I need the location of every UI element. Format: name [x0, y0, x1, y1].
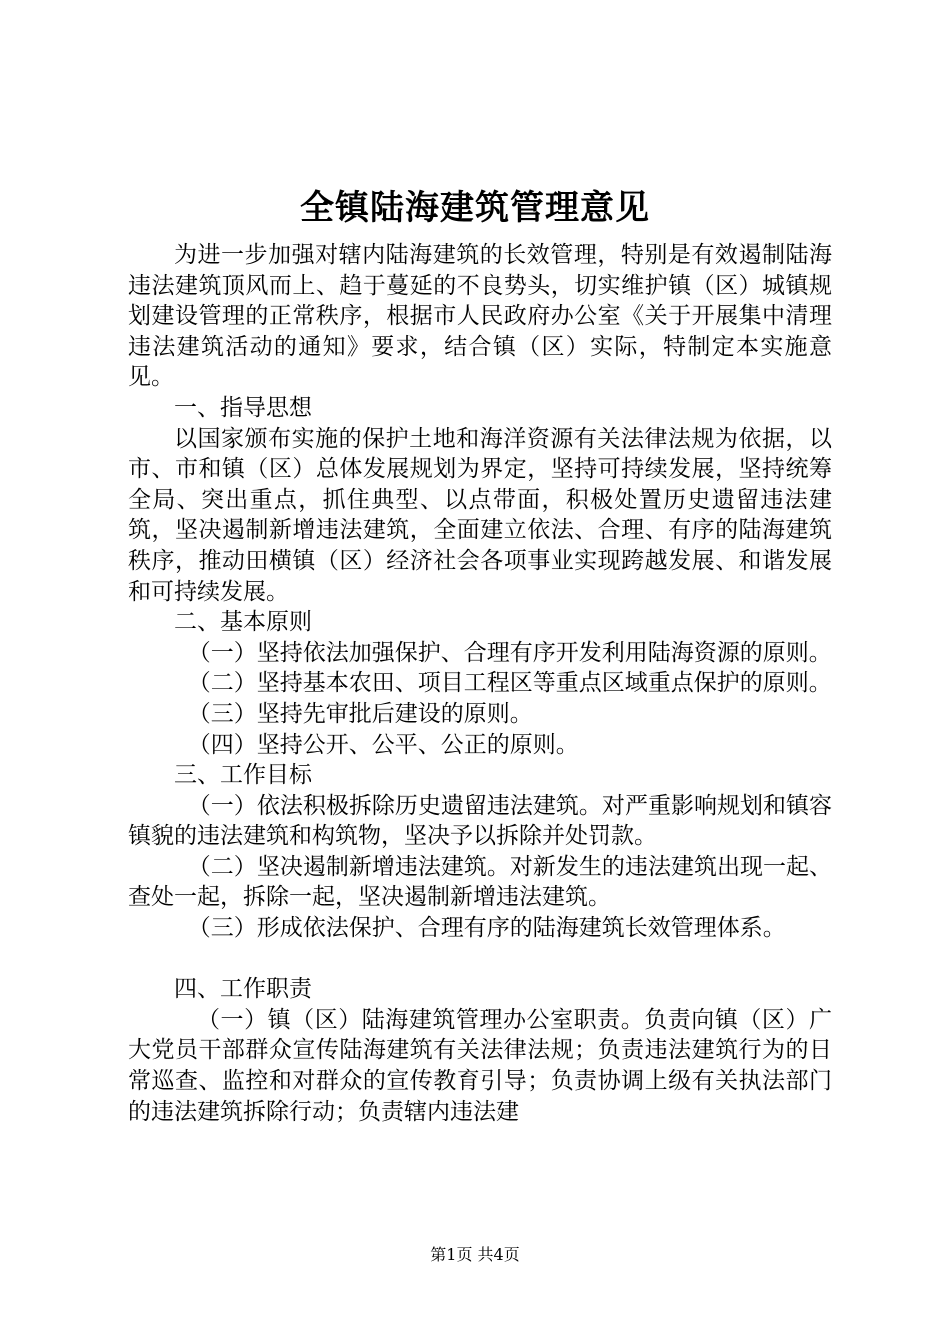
principle-item: （三）坚持先审批后建设的原则。 [187, 700, 533, 727]
document-body [128, 240, 832, 1127]
goal-item: （一）依法积极拆除历史遗留违法建筑。对严重影响规划和镇容镇貌的违法建筑和构筑物，坚决予以拆除并处罚款。 [128, 792, 832, 850]
goal-item: （三）形成依法保护、合理有序的陆海建筑长效管理体系。 [187, 915, 786, 942]
duty-item: （一）镇（区）陆海建筑管理办公室职责。负责向镇（区）广大党员干部群众宣传陆海建筑有关法律法规；负责违法建筑行为的日常巡查、监控和对群众的宣传教育引导；负责协调上级有关执法部门的违法建筑拆除行动；负责辖内违法建 [128, 1006, 832, 1125]
section-heading-work-goals: 三、工作目标 [174, 762, 312, 789]
principle-item: （一）坚持依法加强保护、合理有序开发利用陆海资源的原则。 [187, 639, 832, 666]
principle-item: （四）坚持公开、公平、公正的原则。 [187, 731, 579, 758]
guiding-thought-paragraph: 以国家颁布实施的保护土地和海洋资源有关法律法规为依据，以市、市和镇（区）总体发展规划为界定，坚持可持续发展，坚持统筹全局、突出重点，抓住典型、以点带面，积极处置历史遗留违法建筑，坚决遏制新增违法建筑，全面建立依法、合理、有序的陆海建筑秩序，推动田横镇（区）经济社会各项事业实现跨越发展、和谐发展和可持续发展。 [128, 425, 832, 605]
section-heading-basic-principles: 二、基本原则 [174, 609, 312, 636]
principle-item: （二）坚持基本农田、项目工程区等重点区域重点保护的原则。 [187, 670, 832, 697]
page-number-footer: 第1页 共4页 [430, 1245, 520, 1264]
section-heading-work-duties: 四、工作职责 [174, 976, 312, 1003]
intro-paragraph: 为进一步加强对辖内陆海建筑的长效管理，特别是有效遏制陆海违法建筑顶风而上、趋于蔓延的不良势头，切实维护镇（区）城镇规划建设管理的正常秩序，根据市人民政府办公室《关于开展集中清理违法建筑活动的通知》要求，结合镇（区）实际，特制定本实施意见。 [128, 242, 832, 391]
document-title: 全镇陆海建筑管理意见 [300, 188, 650, 228]
goal-item: （二）坚决遏制新增违法建筑。对新发生的违法建筑出现一起、查处一起，拆除一起，坚决遏制新增违法建筑。 [128, 853, 832, 911]
section-heading-guiding-thought: 一、指导思想 [174, 394, 312, 421]
blank-line [128, 944, 832, 975]
